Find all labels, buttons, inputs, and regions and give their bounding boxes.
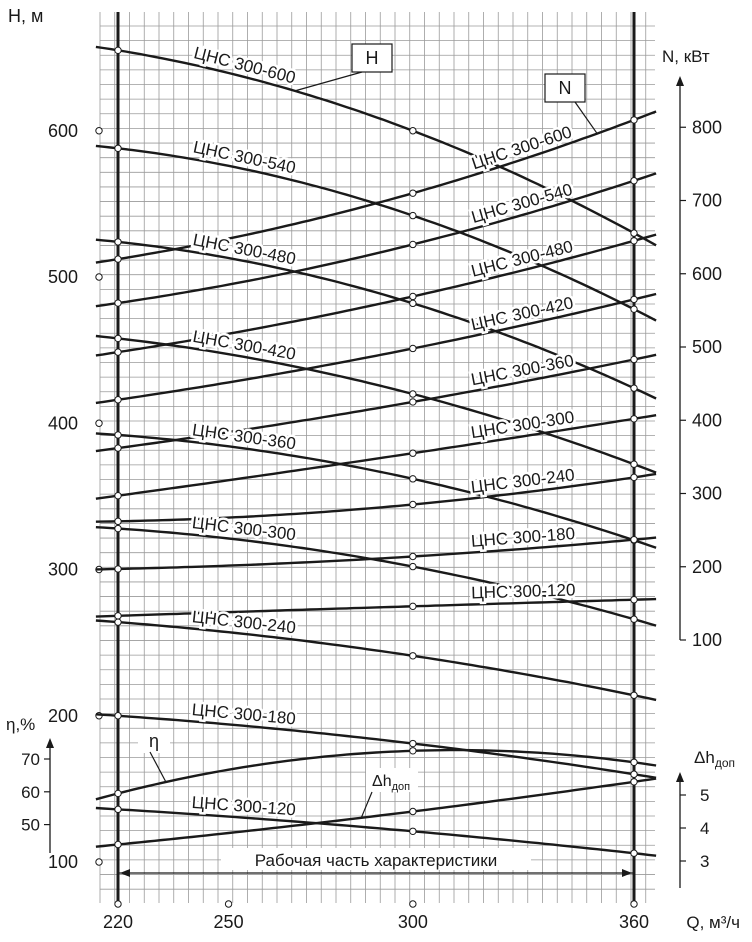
power-curve-point xyxy=(410,293,416,299)
head-curve-point xyxy=(631,692,637,698)
power-curve-label: ЦНС 300-420 xyxy=(469,293,576,335)
eta-tick-label: 60 xyxy=(21,782,40,802)
dh-axis-label: $\Delta h_{доп}$ xyxy=(694,748,735,770)
power-curve-point xyxy=(410,450,416,456)
h-annotation-leader xyxy=(295,72,362,91)
power-curve-point xyxy=(410,399,416,405)
n-annotation-label: N xyxy=(558,78,572,98)
dh-annotation-label: $\Delta h_{доп}$ xyxy=(372,773,411,793)
head-curve-point xyxy=(410,476,416,482)
power-curve-point xyxy=(410,345,416,351)
h-tick-marker xyxy=(96,274,102,280)
head-curve-point xyxy=(410,212,416,218)
power-curve-point xyxy=(410,603,416,609)
power-curve-point xyxy=(631,474,637,480)
head-curve-label: ЦНС 300-120 xyxy=(191,792,297,820)
n-tick-label: 400 xyxy=(692,410,723,431)
n-tick-label: 500 xyxy=(692,337,723,357)
power-curve-label: ЦНС 300-240 xyxy=(469,465,576,497)
head-curve-label: ЦНС 300-300 xyxy=(191,513,297,545)
power-curve-point xyxy=(410,553,416,559)
h-tick-label: 400 xyxy=(47,413,78,434)
n-annotation-leader xyxy=(575,102,597,134)
power-curve-point xyxy=(115,349,121,355)
n-tick-label: 800 xyxy=(692,117,723,138)
head-curve-point xyxy=(115,806,121,812)
head-curve-point xyxy=(410,563,416,569)
curve-labels xyxy=(138,43,597,819)
head-curve-point xyxy=(115,335,121,341)
head-curve-point xyxy=(410,128,416,134)
head-curve-point xyxy=(410,391,416,397)
dh-tick-label: 5 xyxy=(700,786,710,805)
n-tick-label: 600 xyxy=(692,263,723,284)
x-tick-label: 250 xyxy=(213,912,244,932)
head-curve-point xyxy=(631,616,637,622)
npsh-curve-point xyxy=(410,808,416,814)
x-axis-band xyxy=(98,904,658,940)
n-axis-label: N, кВт xyxy=(662,47,710,66)
head-curve-point xyxy=(115,619,121,625)
head-curve-point xyxy=(115,145,121,151)
power-curve-point xyxy=(631,597,637,603)
npsh-curve-point xyxy=(115,841,121,847)
power-curve-label: ЦНС 300-480 xyxy=(469,236,575,281)
head-curve-point xyxy=(115,239,121,245)
head-curve-point xyxy=(410,300,416,306)
power-curve-point xyxy=(631,178,637,184)
power-curve-point xyxy=(115,492,121,498)
head-curve-point xyxy=(631,306,637,312)
efficiency-curve-point xyxy=(631,759,637,765)
x-tick-marker xyxy=(225,901,231,907)
power-curve-point xyxy=(631,416,637,422)
x-tick-label: 300 xyxy=(397,912,428,932)
power-curve-label: ЦНС 300-360 xyxy=(469,350,576,390)
power-curve-point xyxy=(115,300,121,306)
x-axis-label: Q, м³/ч xyxy=(686,913,740,932)
power-curve-point xyxy=(115,397,121,403)
power-curve-point xyxy=(115,445,121,451)
power-curve-label: ЦНС 300-540 xyxy=(469,179,575,227)
power-curve-label: ЦНС 300-180 xyxy=(470,523,576,551)
head-curve-label: ЦНС 300-180 xyxy=(191,700,297,729)
power-curve-label: ЦНС 300-120 xyxy=(470,580,576,603)
h-tick-label: 500 xyxy=(47,267,78,287)
power-curve-point xyxy=(410,501,416,507)
head-curve-label: ЦНС 300-480 xyxy=(191,230,298,269)
h-tick-marker xyxy=(96,128,102,134)
head-curve-label: ЦНС 300-240 xyxy=(191,607,297,638)
power-curve-point xyxy=(631,296,637,302)
efficiency-curve-point xyxy=(115,790,121,796)
head-curve-point xyxy=(631,461,637,467)
power-curve-label: ЦНС 300-600 xyxy=(469,122,575,174)
dh-tick-label: 4 xyxy=(700,819,710,838)
head-curve-label: ЦНС 300-540 xyxy=(191,137,298,178)
x-tick-label: 220 xyxy=(102,912,134,932)
power-curve-point xyxy=(410,190,416,196)
power-curve-point xyxy=(115,518,121,524)
power-curve-point xyxy=(115,256,121,262)
power-curve-point xyxy=(631,117,637,123)
power-curve-point xyxy=(115,566,121,572)
head-curve-label: ЦНС 300-360 xyxy=(191,420,297,454)
h-tick-marker xyxy=(96,420,102,426)
x-tick-marker xyxy=(410,901,416,907)
power-curve-point xyxy=(410,241,416,247)
head-curve-point xyxy=(631,771,637,777)
eta-tick-label: 50 xyxy=(21,815,40,835)
h-tick-label: 600 xyxy=(47,120,78,141)
power-curve-point xyxy=(631,356,637,362)
eta-annotation-leader xyxy=(150,752,166,782)
working-zone-label: Рабочая часть характеристики xyxy=(254,851,498,870)
x-tick-marker xyxy=(631,901,637,907)
efficiency-curve-point xyxy=(410,748,416,754)
head-curve-point xyxy=(115,47,121,53)
head-curve-point xyxy=(631,850,637,856)
head-curve-point xyxy=(115,713,121,719)
working-zone-arrowhead-right xyxy=(622,869,632,877)
n-tick-label: 700 xyxy=(692,190,723,211)
head-curve-label: ЦНС 300-420 xyxy=(191,326,298,364)
dh-annotation-leader xyxy=(361,792,372,818)
power-curve-point xyxy=(631,238,637,244)
dh-tick-label: 3 xyxy=(700,852,710,871)
n-tick-label: 200 xyxy=(692,556,723,577)
power-curve-point xyxy=(631,536,637,542)
head-curve-label: ЦНС 300-600 xyxy=(191,43,298,88)
eta-tick-label: 70 xyxy=(21,750,40,769)
working-zone-arrowhead-left xyxy=(120,869,130,877)
power-curve-label: ЦНС 300-300 xyxy=(469,407,576,443)
head-curve-point xyxy=(115,432,121,438)
h-tick-label: 100 xyxy=(47,852,78,872)
h-tick-label: 300 xyxy=(47,559,78,580)
eta-axis-label: η,% xyxy=(6,715,36,734)
h-tick-label: 200 xyxy=(47,705,78,726)
head-curve-point xyxy=(631,385,637,391)
head-curve-point xyxy=(410,828,416,834)
x-tick-label: 360 xyxy=(618,912,650,932)
head-curve-point xyxy=(410,740,416,746)
h-annotation-label: H xyxy=(365,48,379,68)
n-tick-label: 300 xyxy=(692,483,723,504)
npsh-curve-point xyxy=(631,779,637,785)
head-curve-point xyxy=(410,653,416,659)
h-tick-marker xyxy=(96,859,102,865)
x-tick-marker xyxy=(115,901,121,907)
n-tick-label: 100 xyxy=(692,630,723,650)
head-curve-point xyxy=(115,525,121,531)
power-curve-point xyxy=(115,613,121,619)
head-curve-point xyxy=(631,230,637,236)
h-axis-label: H, м xyxy=(8,6,44,26)
eta-annotation-label: η xyxy=(148,731,160,751)
